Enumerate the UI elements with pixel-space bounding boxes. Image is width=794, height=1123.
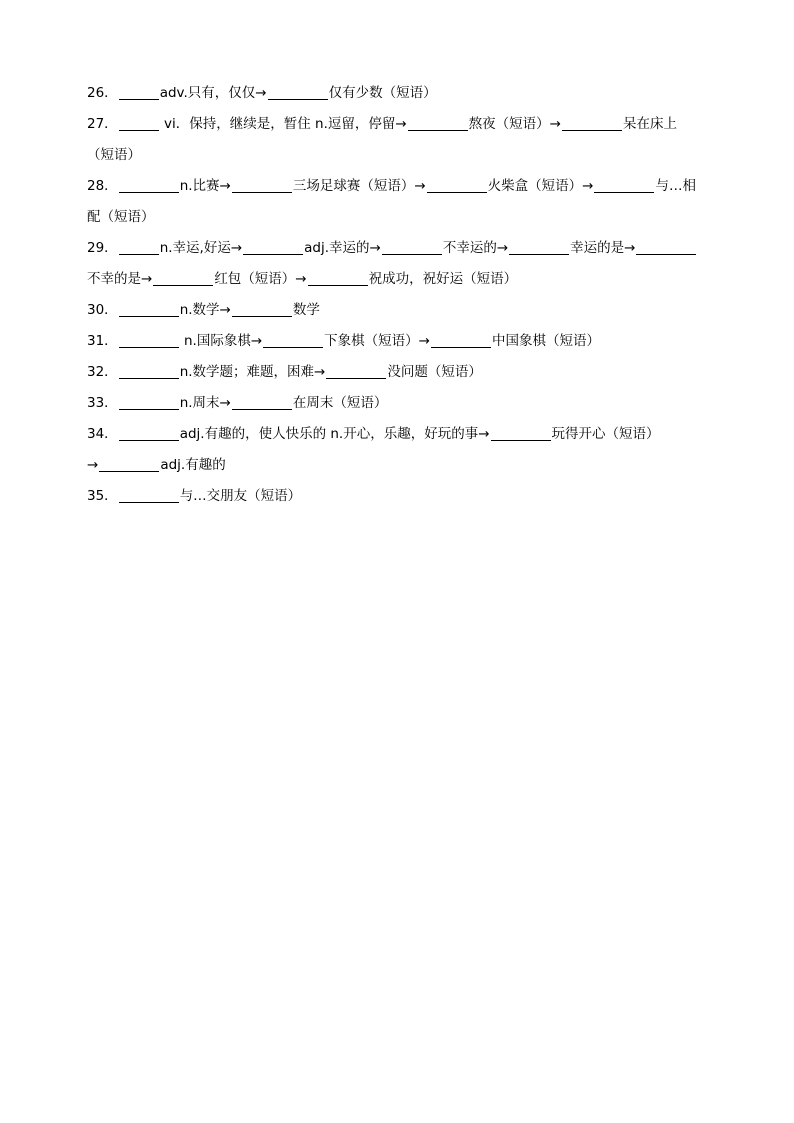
exercise-line	[87, 419, 713, 450]
item-text: 红包（短语）→	[214, 271, 307, 287]
item-text: n.国际象棋→	[179, 333, 263, 349]
item-text: （短语）	[87, 147, 141, 163]
item-text: 玩得开心（短语）	[551, 426, 660, 442]
item-text: n.数学题；难题，困难→	[179, 364, 326, 380]
answer-blank[interactable]	[427, 178, 487, 193]
exercise-line	[87, 233, 713, 264]
exercise-line	[87, 357, 713, 388]
answer-blank[interactable]	[636, 240, 696, 255]
answer-blank[interactable]	[509, 240, 569, 255]
item-number: 28．	[87, 178, 118, 194]
item-text: vi．保持，继续是，暂住 n.逗留，停留→	[159, 116, 407, 132]
item-text: 在周末（短语）	[292, 395, 388, 411]
answer-blank[interactable]	[119, 488, 179, 503]
answer-blank[interactable]	[408, 116, 468, 131]
item-text: 熬夜（短语）→	[468, 116, 561, 132]
answer-blank[interactable]	[594, 178, 654, 193]
exercise-item	[87, 171, 713, 233]
item-number: 33．	[87, 395, 118, 411]
item-number: 32．	[87, 364, 118, 380]
item-text: adj.幸运的→	[304, 240, 381, 256]
answer-blank[interactable]	[119, 395, 179, 410]
item-text: 数学	[292, 302, 320, 318]
exercise-line	[87, 450, 713, 481]
answer-blank[interactable]	[153, 271, 213, 286]
exercise-item	[87, 357, 713, 388]
item-number: 26．	[87, 85, 118, 101]
exercise-item	[87, 233, 713, 295]
item-text: 没问题（短语）	[387, 364, 482, 380]
exercise-item	[87, 295, 713, 326]
answer-blank[interactable]	[232, 302, 292, 317]
item-number: 31．	[87, 333, 118, 349]
item-text: 仅有少数（短语）	[328, 85, 437, 101]
item-text: 祝成功，祝好运（短语）	[368, 271, 518, 287]
item-text: n.数学→	[179, 302, 231, 318]
item-text: 幸运的是→	[570, 240, 636, 256]
item-text: →	[87, 457, 99, 473]
item-text: adj.有趣的，使人快乐的 n.开心，乐趣，好玩的事→	[179, 426, 490, 442]
answer-blank[interactable]	[119, 333, 179, 348]
exercise-line	[87, 202, 713, 233]
answer-blank[interactable]	[562, 116, 622, 131]
item-text: adj.有趣的	[160, 457, 226, 473]
answer-blank[interactable]	[99, 457, 159, 472]
exercise-line	[87, 109, 713, 140]
answer-blank[interactable]	[268, 85, 328, 100]
answer-blank[interactable]	[119, 426, 179, 441]
answer-blank[interactable]	[119, 85, 159, 100]
item-text: 配（短语）	[87, 209, 155, 225]
item-number: 27．	[87, 116, 118, 132]
answer-blank[interactable]	[232, 178, 292, 193]
item-text: 中国象棋（短语）	[491, 333, 600, 349]
answer-blank[interactable]	[263, 333, 323, 348]
answer-blank[interactable]	[232, 395, 292, 410]
item-text: 呆在床上	[622, 116, 677, 132]
answer-blank[interactable]	[491, 426, 551, 441]
exercise-line	[87, 295, 713, 326]
answer-blank[interactable]	[119, 364, 179, 379]
worksheet-page	[87, 78, 713, 512]
item-text: 下象棋（短语）→	[324, 333, 430, 349]
item-number: 30．	[87, 302, 118, 318]
item-text: 与…相	[655, 178, 696, 194]
item-text: n.比赛→	[179, 178, 231, 194]
answer-blank[interactable]	[119, 240, 159, 255]
exercise-line	[87, 171, 713, 202]
item-text: 火柴盒（短语）→	[487, 178, 594, 194]
answer-blank[interactable]	[308, 271, 368, 286]
item-text: 与…交朋友（短语）	[179, 488, 302, 504]
item-text: 不幸的是→	[87, 271, 153, 287]
answer-blank[interactable]	[431, 333, 491, 348]
answer-blank[interactable]	[119, 302, 179, 317]
item-text: adv.只有，仅仅→	[159, 85, 267, 101]
item-text: n.周末→	[179, 395, 231, 411]
exercise-item	[87, 419, 713, 481]
item-number: 35．	[87, 488, 118, 504]
exercise-item	[87, 388, 713, 419]
exercise-item	[87, 78, 713, 109]
exercise-line	[87, 264, 713, 295]
exercise-line	[87, 326, 713, 357]
item-text: 不幸运的→	[442, 240, 509, 256]
item-text: n.幸运,好运→	[159, 240, 243, 256]
answer-blank[interactable]	[243, 240, 303, 255]
exercise-line	[87, 481, 713, 512]
exercise-item	[87, 326, 713, 357]
exercise-item	[87, 109, 713, 171]
exercise-line	[87, 78, 713, 109]
item-number: 29．	[87, 240, 118, 256]
item-text: 三场足球赛（短语）→	[292, 178, 426, 194]
answer-blank[interactable]	[119, 116, 159, 131]
exercise-line	[87, 140, 713, 171]
item-number: 34．	[87, 426, 118, 442]
answer-blank[interactable]	[382, 240, 442, 255]
exercise-item	[87, 481, 713, 512]
answer-blank[interactable]	[326, 364, 386, 379]
exercise-line	[87, 388, 713, 419]
answer-blank[interactable]	[119, 178, 179, 193]
